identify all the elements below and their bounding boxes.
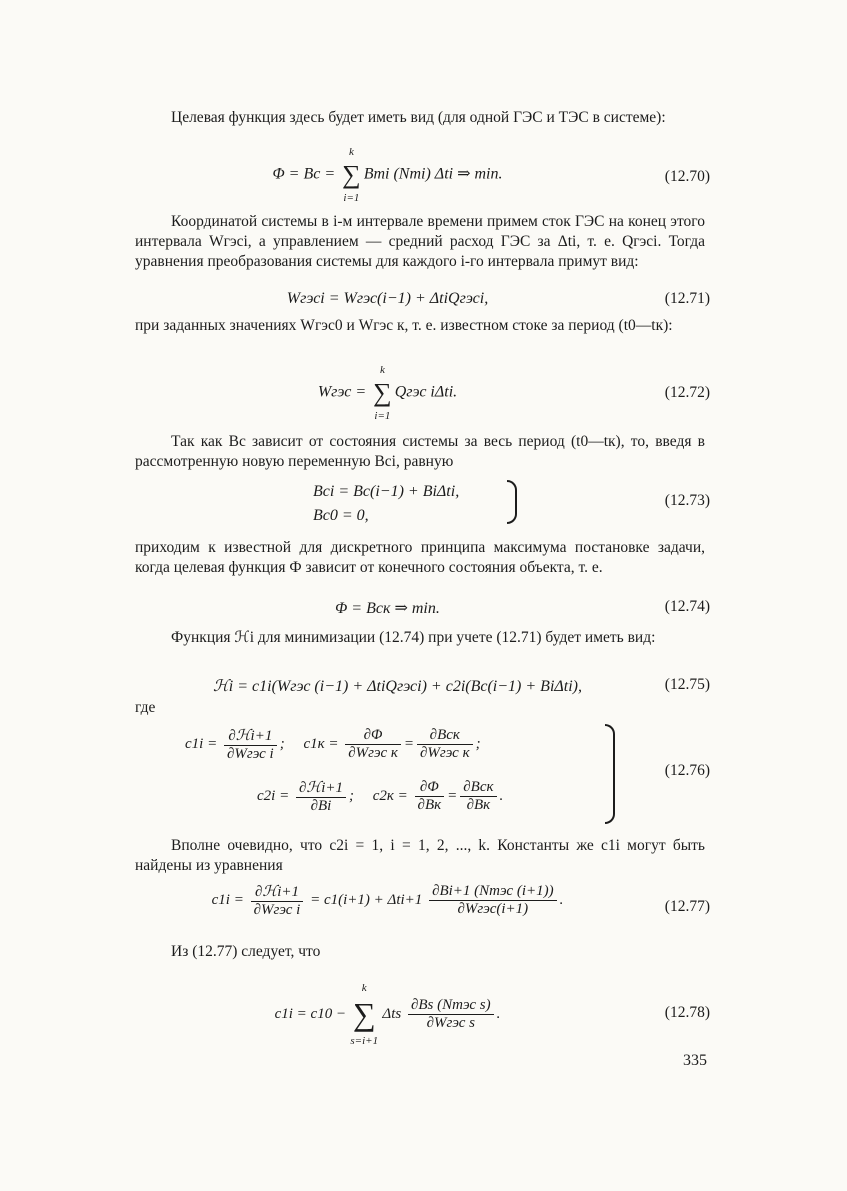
numerator: ∂Bi+1 (Nтэс (i+1)) [429,883,557,901]
equation-12-76 [135,722,710,826]
fraction [417,727,473,762]
denominator: ∂Wгэс(i+1) [457,901,529,917]
numerator: ∂Bск [417,727,473,745]
denominator: ∂Wгэс к [420,745,470,761]
eq77-lhs: c1i = [211,891,248,908]
equation-12-78-body: c1i = c10 − ∑ k s=i+1 Δts $\frac{\text{∂Bs (Nтэс s)}}{\text{∂Wгэс s}}$ . [274,982,501,1047]
eq76-c1k-label: c1к = [303,735,343,752]
eq73-line2: Bс0 = 0, [313,507,369,524]
numerator: ∂ℋi+1 [224,726,277,746]
sum-lower-limit: i=1 [374,410,391,422]
sum-sign: ∑ k i=1 [342,146,361,204]
equation-number: (12.78) [664,1004,710,1021]
sum-upper-limit: k [379,364,385,376]
right-brace [507,480,517,524]
denominator: ∂Bi [310,798,332,814]
equation-12-72 [135,362,710,420]
denominator: ∂Wгэс i [226,746,274,762]
denominator: ∂Bк [417,797,442,813]
equation-12-70 [135,146,710,208]
fraction [224,726,277,763]
sum-upper-limit: k [348,146,354,158]
eq70-left: Φ = Bс = [272,165,340,183]
sum-sign: ∑ k s=i+1 [350,982,379,1047]
eq76-c2i-label: c2i = [257,787,293,804]
page-number: 335 [683,1052,707,1069]
paragraph-hamiltonian: Функция ℋi для минимизации (12.74) при учете (12.71) будет иметь вид: [171,629,656,646]
equation-12-77-body: c1i = $\frac{\text{∂ℋi+1}}{\text{∂Wгэс i}}$ = c1(i+1) + Δti+1 $\frac{\text{∂Bi+1 (Nтэс (i+1))}}{\text{∂Wгэс(i+1)}}$ . [211,883,564,918]
denominator: ∂Bк [466,797,491,813]
denominator: ∂Wгэс i [253,902,301,918]
numerator: ∂Bск [460,779,496,797]
eq70-right: Bтi (Nтi) Δti ⇒ min. [363,165,503,183]
sum-lower-limit: s=i+1 [350,1035,379,1047]
equation-number: (12.71) [664,290,710,307]
paragraph-objective-intro: Целевая функция здесь будет иметь вид (для одной ГЭС и ТЭС в системе): [171,109,666,126]
eq72-left: Wгэс = [317,383,371,401]
equation-12-77 [135,880,710,932]
equation-12-74-body: Φ = Bск ⇒ min. [335,600,440,617]
eq76-c2k-label: c2к = [372,787,412,804]
fraction [460,779,496,814]
eq77-middle: = c1(i+1) + Δti+1 [306,891,427,908]
paragraph-follows: Из (12.77) следует, что [171,943,321,960]
denominator: ∂Wгэс к [348,745,398,761]
equation-number: (12.73) [664,492,710,509]
paragraph-obviously: Вполне очевидно, что c2i = 1, i = 1, 2, ..., k. Константы же c1i могут быть найдены из уравнения [135,837,705,874]
numerator: ∂ℋi+1 [296,778,346,798]
numerator: ∂Φ [345,727,401,745]
eq76-row2: c2i = $\frac{\text{∂ℋi+1}}{\partial Bi}$ ; c2к = $\frac{\partial\Phi}{\partial Bк}$ = $\frac{\text{∂Bск}}{\partial Bк}$ . [257,779,504,814]
equation-12-73-system [313,480,459,528]
fraction [415,779,445,814]
numerator: ∂ℋi+1 [251,882,304,902]
eq76-c1i-label: c1i = [185,735,221,752]
sum-lower-limit: i=1 [343,192,360,204]
equation-number: (12.74) [664,598,710,615]
eq72-right: Qгэс iΔti. [394,383,458,401]
fraction [296,778,346,815]
fraction [251,882,304,919]
eq76-row1: c1i = $\frac{\text{∂ℋi+1}}{\text{∂Wгэс i}}$ ; c1к = $\frac{\partial\Phi}{\text{∂Wгэс к}}$ = $\frac{\text{∂Bск}}{\text{∂Wгэс к}}$ ; [185,727,481,762]
equation-number: (12.77) [664,898,710,915]
sum-upper-limit: k [361,982,367,994]
equation-number: (12.76) [664,762,710,779]
fraction [429,883,557,918]
numerator: ∂Φ [415,779,445,797]
paragraph-coordinate: Координатой системы в i-м интервале времени примем сток ГЭС на конец этого интервала Wгэсi, а управлением — средний расход ГЭС за Δti, т. е. Qгэсi. Тогда уравнения преобразования системы для каждого i-го интервала примут вид: [135,213,705,270]
paragraph-where: где [135,699,156,716]
equation-12-75-body: ℋi = c1i(Wгэс (i−1) + ΔtiQгэсi) + c2i(Bс(i−1) + BiΔti), [212,678,582,695]
eq73-line1: Bсi = Bс(i−1) + BiΔti, [313,483,460,500]
equation-12-78 [135,980,710,1048]
numerator: ∂Bs (Nтэс s) [408,997,494,1015]
equation-12-71-body: Wгэсi = Wгэс(i−1) + ΔtiQгэсi, [286,290,489,307]
eq78-middle: Δts [378,1005,405,1022]
denominator: ∂Wгэс s [426,1015,475,1031]
equation-12-73 [135,478,710,528]
fraction [345,727,401,762]
equation-number: (12.72) [664,384,710,401]
equation-number: (12.75) [664,676,710,693]
sum-sign: ∑ k i=1 [373,364,392,422]
paragraph-since-bc: Так как Bс зависит от состояния системы за весь период (t0—tк), то, введя в рассмотренную новую переменную Bсi, равную [135,433,705,470]
equation-12-72-body [135,364,640,422]
eq78-lhs: c1i = c10 − [274,1005,350,1022]
fraction [408,997,494,1032]
paragraph-arrive: приходим к известной для дискретного принципа максимума постановке задачи, когда целевая функция Ф зависит от конечного состояния объекта, т. е. [135,539,705,576]
right-brace [605,724,615,824]
equation-number: (12.70) [664,168,710,185]
paragraph-given-values: при заданных значениях Wгэс0 и Wгэс к, т. е. известном стоке за период (t0—tк): [135,317,673,334]
equation-12-70-body [135,146,640,204]
